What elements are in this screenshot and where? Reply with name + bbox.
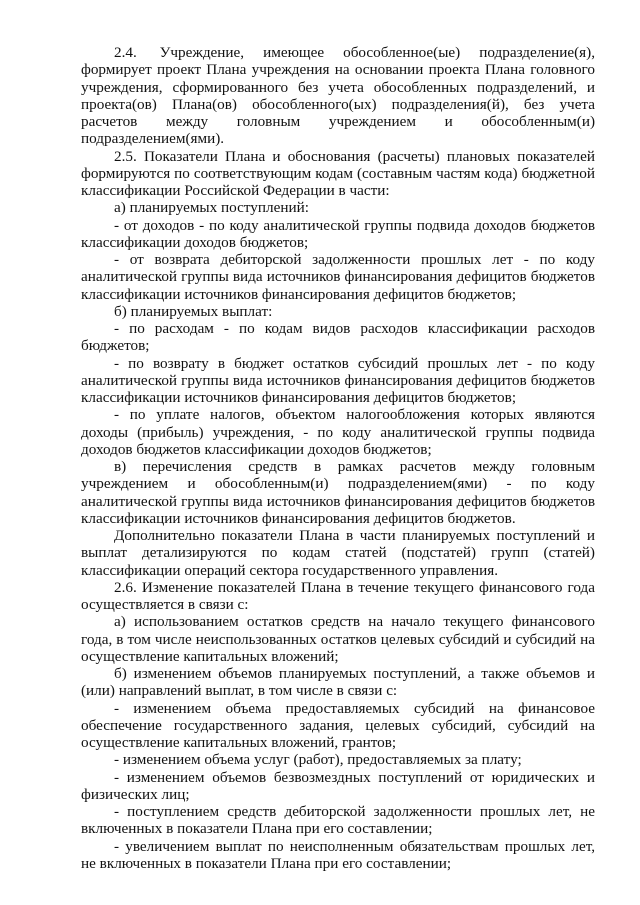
list-heading-payments: б) планируемых выплат:: [114, 302, 273, 320]
document-page: [81, 44, 595, 872]
list-item: - увеличением выплат по неисполненным обязательствам прошлых лет, не включенных в показатели Плана при его составлении;: [81, 837, 595, 872]
list-item: - поступлением средств дебиторской задолженности прошлых лет, не включенных в показатели Плана при его составлении;: [81, 803, 595, 838]
list-item: - изменением объемов безвозмездных поступлений от юридических и физических лиц;: [81, 768, 595, 803]
paragraph-2-5: 2.5. Показатели Плана и обоснования (расчеты) плановых показателей формируются по соответствующим кодам (составным частям кода) бюджетной классификации Российской Федерации в части:: [81, 147, 595, 199]
paragraph-2-4: 2.4. Учреждение, имеющее обособленное(ые) подразделение(я), формирует проект Плана учреждения на основании проекта Плана головного учреждения, сформированного без учета обособленных подразделений, и проекта(ов) Плана(ов) обособленного(ых) подразделения(й), без учета расчетов между головным учреждением и обособленным(и) подразделением(ями).: [81, 44, 595, 148]
list-item: - по уплате налогов, объектом налогообложения которых являются доходы (прибыль) учреждения, - по коду аналитической группы подвида доходов бюджетов классификации доходов бюджетов;: [81, 406, 595, 458]
list-heading-income: а) планируемых поступлений:: [114, 199, 309, 217]
list-item: б) изменением объемов планируемых поступлений, а также объемов и (или) направлений выплат, в том числе в связи с:: [81, 665, 595, 700]
list-item: а) использованием остатков средств на начало текущего финансового года, в том числе неиспользованных остатков целевых субсидий и субсидий на осуществление капитальных вложений;: [81, 613, 595, 665]
paragraph-2-6: 2.6. Изменение показателей Плана в течение текущего финансового года осуществляется в связи с:: [81, 578, 595, 613]
list-item: - по расходам - по кодам видов расходов классификации расходов бюджетов;: [81, 320, 595, 355]
list-item: - изменением объема услуг (работ), предоставляемых за плату;: [114, 751, 522, 769]
list-item: - от доходов - по коду аналитической группы подвида доходов бюджетов классификации доходов бюджетов;: [81, 216, 595, 251]
list-item: - от возврата дебиторской задолженности прошлых лет - по коду аналитической группы вида источников финансирования дефицитов бюджетов классификации источников финансирования дефицитов бюджетов;: [81, 251, 595, 303]
paragraph-additional: Дополнительно показатели Плана в части планируемых поступлений и выплат детализируются по кодам статей (подстатей) групп (статей) классификации операций сектора государственного управления.: [81, 527, 595, 579]
list-item: - по возврату в бюджет остатков субсидий прошлых лет - по коду аналитической группы вида источников финансирования дефицитов бюджетов классификации источников финансирования дефицитов бюджетов;: [81, 354, 595, 406]
list-item: - изменением объема предоставляемых субсидий на финансовое обеспечение государственного задания, целевых субсидий, субсидий на осуществление капитальных вложений, грантов;: [81, 699, 595, 751]
list-heading-transfers: в) перечисления средств в рамках расчетов между головным учреждением и обособленным(и) подразделением(ями) - по коду аналитической группы вида источников финансирования дефицитов бюджетов классификации источников финансирования дефицитов бюджетов.: [81, 458, 595, 527]
